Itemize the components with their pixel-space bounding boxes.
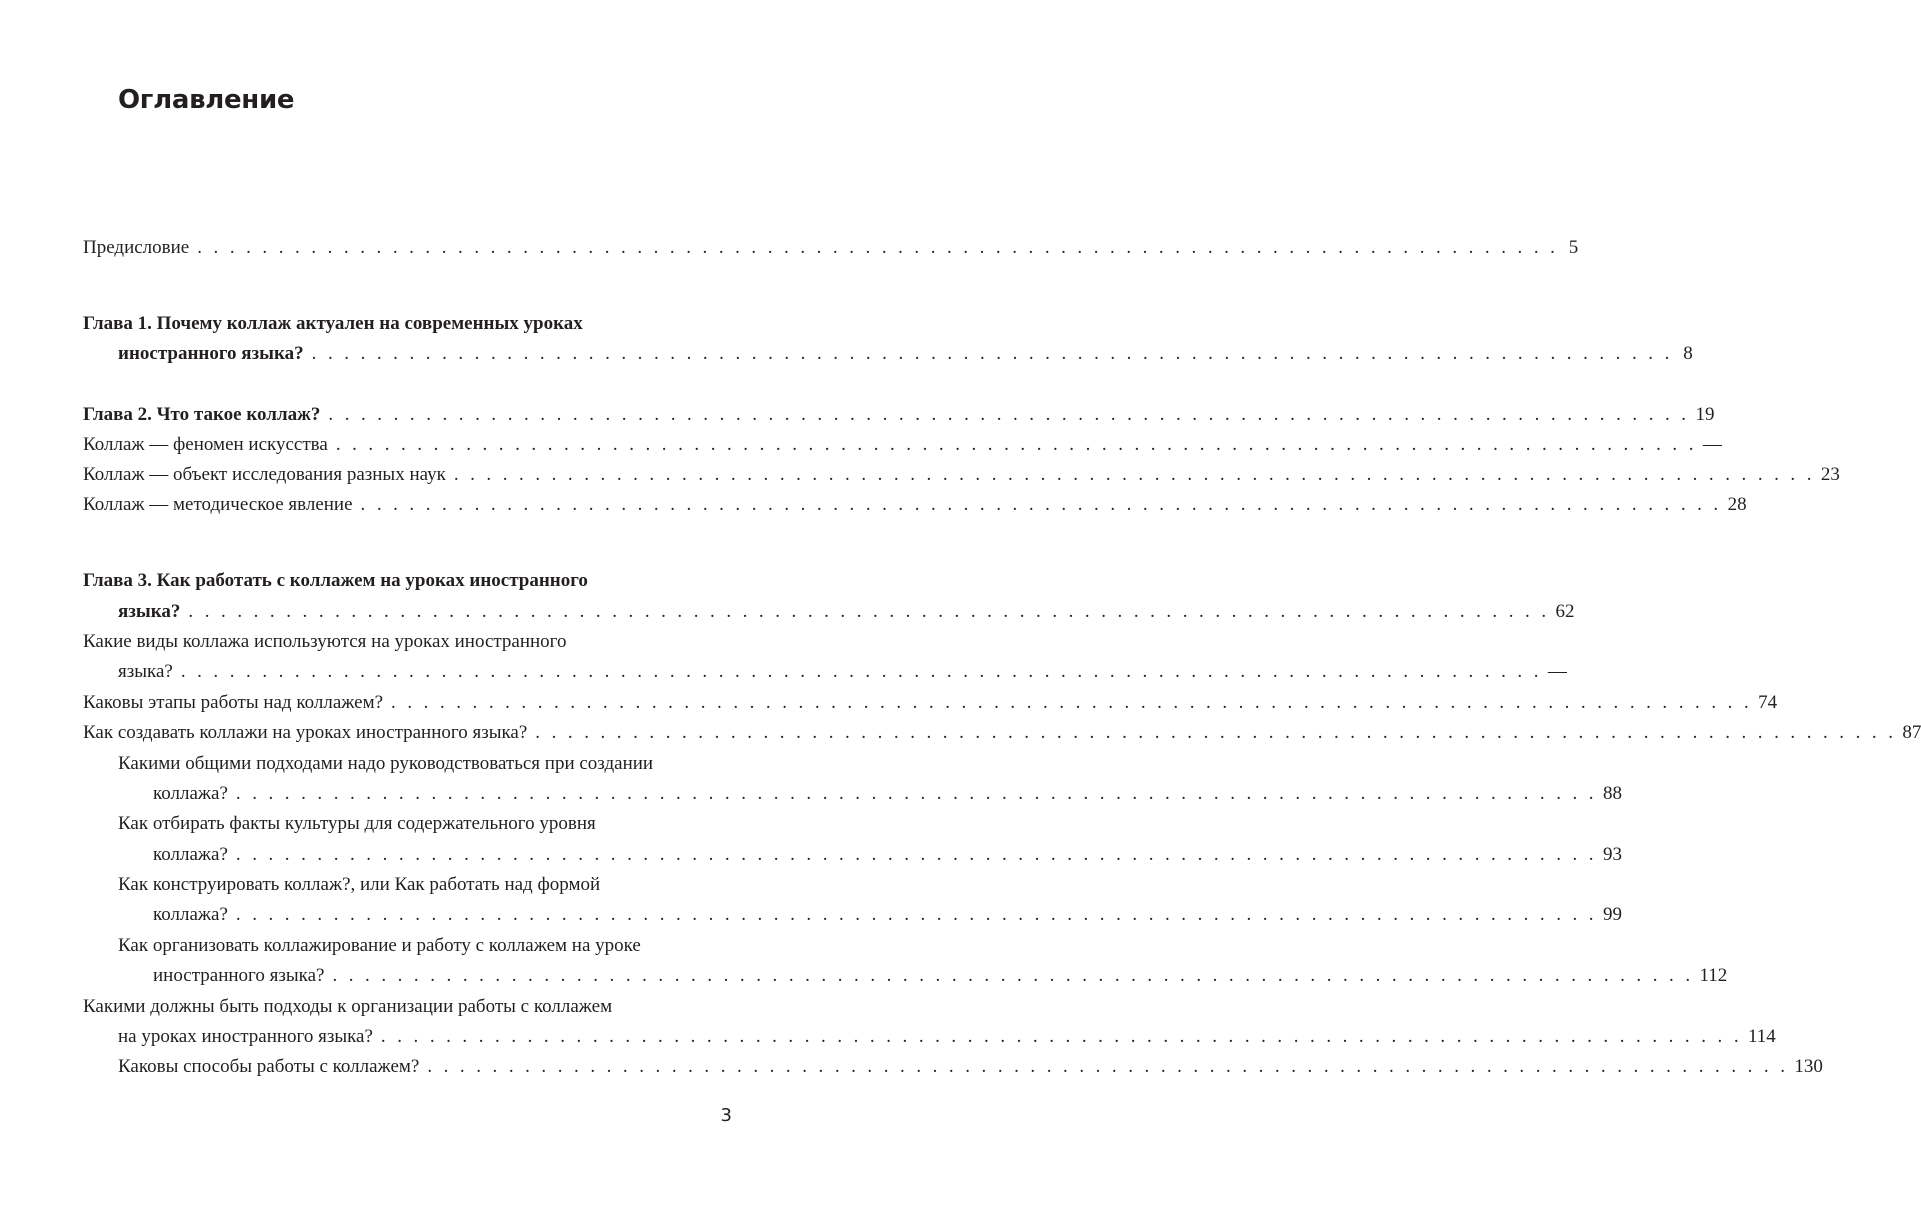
page-number: 3 [720, 1105, 732, 1126]
toc-entry-title: Предисловие [83, 237, 190, 258]
toc-page-number: — [1547, 661, 1567, 682]
toc-entry-chapter-3-section-4-line1[interactable] [83, 994, 732, 1020]
dot-leader: . . . . . . . . . . . . . . . . . . . . . . . . . . . . . . . . . . . . . . . . . . . . . . . . . . . . . . . . . . . . . . . . . . . . . . . . . . . . . . . . . . . . [453, 464, 1815, 485]
toc-entry-subsection-1-line1[interactable] [118, 751, 732, 777]
dot-leader: . . . . . . . . . . . . . . . . . . . . . . . . . . . . . . . . . . . . . . . . . . . . . . . . . . . . . . . . . . . . . . . . . . . . . . . . . . . . . . . . . . . . [380, 1026, 1742, 1047]
dot-leader: . . . . . . . . . . . . . . . . . . . . . . . . . . . . . . . . . . . . . . . . . . . . . . . . . . . . . . . . . . . . . . . . . . . . . . . . . . . . . . . . . . . . [197, 237, 1559, 258]
toc-page-number: 87 [1902, 722, 1921, 743]
toc-entry-preface[interactable] [83, 235, 1579, 261]
toc-entry-title: Как конструировать коллаж?, или Как работать над формой [118, 874, 601, 895]
dot-leader: . . . . . . . . . . . . . . . . . . . . . . . . . . . . . . . . . . . . . . . . . . . . . . . . . . . . . . . . . . . . . . . . . . . . . . . . . . . . . . . . . . . . [328, 404, 1690, 425]
toc-page-number: 23 [1820, 464, 1840, 485]
toc-entry-chapter-2-section-3[interactable] [83, 492, 1747, 518]
toc-entry-title: Какими должны быть подходы к организации работы с коллажем [83, 996, 613, 1017]
toc-page-number: 19 [1695, 404, 1715, 425]
toc-entry-chapter-3[interactable] [118, 599, 1575, 625]
dot-leader: . . . . . . . . . . . . . . . . . . . . . . . . . . . . . . . . . . . . . . . . . . . . . . . . . . . . . . . . . . . . . . . . . . . . . . . . . . . . . . . . . . . . [235, 844, 1597, 865]
toc-entry-title: Какие виды коллажа используются на уроках иностранного [83, 631, 567, 652]
dot-leader: . . . . . . . . . . . . . . . . . . . . . . . . . . . . . . . . . . . . . . . . . . . . . . . . . . . . . . . . . . . . . . . . . . . . . . . . . . . . . . . . . . . . [360, 494, 1722, 515]
toc-page-number: 8 [1683, 343, 1693, 364]
toc-entry-chapter-2-section-2[interactable] [83, 462, 1840, 488]
toc-entry-title: Как организовать коллажирование и работу с коллажем на уроке [118, 935, 641, 956]
toc-page-number: 5 [1568, 237, 1579, 258]
toc-entry-title: Как создавать коллажи на уроках иностранного языка? [83, 722, 528, 743]
toc-entry-title: Какими общими подходами надо руководствоваться при создании [118, 753, 654, 774]
toc-entry-title: Как отбирать факты культуры для содержательного уровня [118, 813, 596, 834]
toc-entry-title: Коллаж — объект исследования разных наук [83, 464, 446, 485]
toc-entry-chapter-2-section-1[interactable] [83, 432, 1722, 458]
toc-entry-title: коллажа? [153, 783, 228, 804]
toc-entry-chapter-3-section-1-line1[interactable] [83, 629, 732, 655]
toc-entry-title: иностранного языка? [118, 343, 304, 364]
dot-leader: . . . . . . . . . . . . . . . . . . . . . . . . . . . . . . . . . . . . . . . . . . . . . . . . . . . . . . . . . . . . . . . . . . . . . . . . . . . . . . . . . . . . [235, 904, 1597, 925]
dot-leader: . . . . . . . . . . . . . . . . . . . . . . . . . . . . . . . . . . . . . . . . . . . . . . . . . . . . . . . . . . . . . . . . . . . . . . . . . . . . . . . . . . . . [180, 661, 1542, 682]
dot-leader: . . . . . . . . . . . . . . . . . . . . . . . . . . . . . . . . . . . . . . . . . . . . . . . . . . . . . . . . . . . . . . . . . . . . . . . . . . . . . . . . . . . . [335, 434, 1697, 455]
toc-entry-title: Коллаж — методическое явление [83, 494, 353, 515]
dot-leader: . . . . . . . . . . . . . . . . . . . . . . . . . . . . . . . . . . . . . . . . . . . . . . . . . . . . . . . . . . . . . . . . . . . . . . . . . . . . . . . . . . . . [427, 1056, 1789, 1077]
toc-entry-title: Каковы способы работы с коллажем? [118, 1056, 420, 1077]
toc-entry-title: Глава 1. Почему коллаж актуален на современных уроках [83, 313, 583, 334]
toc-page-number: 99 [1602, 904, 1622, 925]
toc-entry-subsection-1[interactable] [153, 781, 1622, 807]
page-title: Оглавление [118, 85, 295, 115]
dot-leader: . . . . . . . . . . . . . . . . . . . . . . . . . . . . . . . . . . . . . . . . . . . . . . . . . . . . . . . . . . . . . . . . . . . . . . . . . . . . . . . . . . . . [188, 601, 1550, 622]
toc-entry-chapter-2[interactable] [83, 402, 1715, 428]
dot-leader: . . . . . . . . . . . . . . . . . . . . . . . . . . . . . . . . . . . . . . . . . . . . . . . . . . . . . . . . . . . . . . . . . . . . . . . . . . . . . . . . . . . . [332, 965, 1694, 986]
dot-leader: . . . . . . . . . . . . . . . . . . . . . . . . . . . . . . . . . . . . . . . . . . . . . . . . . . . . . . . . . . . . . . . . . . . . . . . . . . . . . . . . . . . . [391, 692, 1753, 713]
toc-page-number: 88 [1602, 783, 1622, 804]
toc-entry-title: Глава 2. Что такое коллаж? [83, 404, 321, 425]
toc-entry-title: Глава 3. Как работать с коллажем на уроках иностранного [83, 570, 588, 591]
toc-entry-title: языка? [118, 601, 181, 622]
toc-page-number: 28 [1727, 494, 1747, 515]
dot-leader: . . . . . . . . . . . . . . . . . . . . . . . . . . . . . . . . . . . . . . . . . . . . . . . . . . . . . . . . . . . . . . . . . . . . . . . . . . . . . . . . . . . . [311, 343, 1673, 364]
toc-page-number: 62 [1555, 601, 1575, 622]
toc-entry-subsection-2-line1[interactable] [118, 811, 732, 837]
toc-page-number: 114 [1747, 1026, 1776, 1047]
dot-leader: . . . . . . . . . . . . . . . . . . . . . . . . . . . . . . . . . . . . . . . . . . . . . . . . . . . . . . . . . . . . . . . . . . . . . . . . . . . . . . . . . . . . [235, 783, 1597, 804]
toc-entry-chapter-3-section-2[interactable] [83, 690, 1778, 716]
toc-entry-title: Коллаж — феномен искусства [83, 434, 328, 455]
toc-entry-subsection-4-line1[interactable] [118, 933, 732, 959]
toc-entry-chapter-3-section-4[interactable] [118, 1024, 1776, 1050]
toc-entry-title: Каковы этапы работы над коллажем? [83, 692, 384, 713]
toc-entry-subsection-3-line1[interactable] [118, 872, 732, 898]
toc-entry-title: языка? [118, 661, 173, 682]
toc-entry-chapter-3-section-3[interactable] [83, 720, 1921, 746]
toc-entry-subsection-4[interactable] [153, 963, 1728, 989]
toc-page-number: 130 [1794, 1056, 1823, 1077]
toc-entry-chapter-1[interactable] [118, 341, 1693, 367]
dot-leader: . . . . . . . . . . . . . . . . . . . . . . . . . . . . . . . . . . . . . . . . . . . . . . . . . . . . . . . . . . . . . . . . . . . . . . . . . . . . . . . . . . . . [535, 722, 1897, 743]
toc-page-number: 112 [1699, 965, 1728, 986]
toc-entry-title: коллажа? [153, 844, 228, 865]
toc-entry-title: иностранного языка? [153, 965, 325, 986]
toc-entry-title: коллажа? [153, 904, 228, 925]
toc-entry-chapter-3-section-1[interactable] [118, 659, 1567, 685]
toc-page-number: 93 [1602, 844, 1622, 865]
toc-entry-chapter-1-line1[interactable] [83, 311, 732, 337]
toc-entry-subsection-2[interactable] [153, 842, 1622, 868]
toc-entry-title: на уроках иностранного языка? [118, 1026, 373, 1047]
toc-entry-subsection-3[interactable] [153, 902, 1622, 928]
toc-page-number: — [1702, 434, 1722, 455]
toc-entry-subsection-5[interactable] [118, 1054, 1823, 1080]
toc-entry-chapter-3-line1[interactable] [83, 568, 732, 594]
toc-page-number: 74 [1758, 692, 1778, 713]
